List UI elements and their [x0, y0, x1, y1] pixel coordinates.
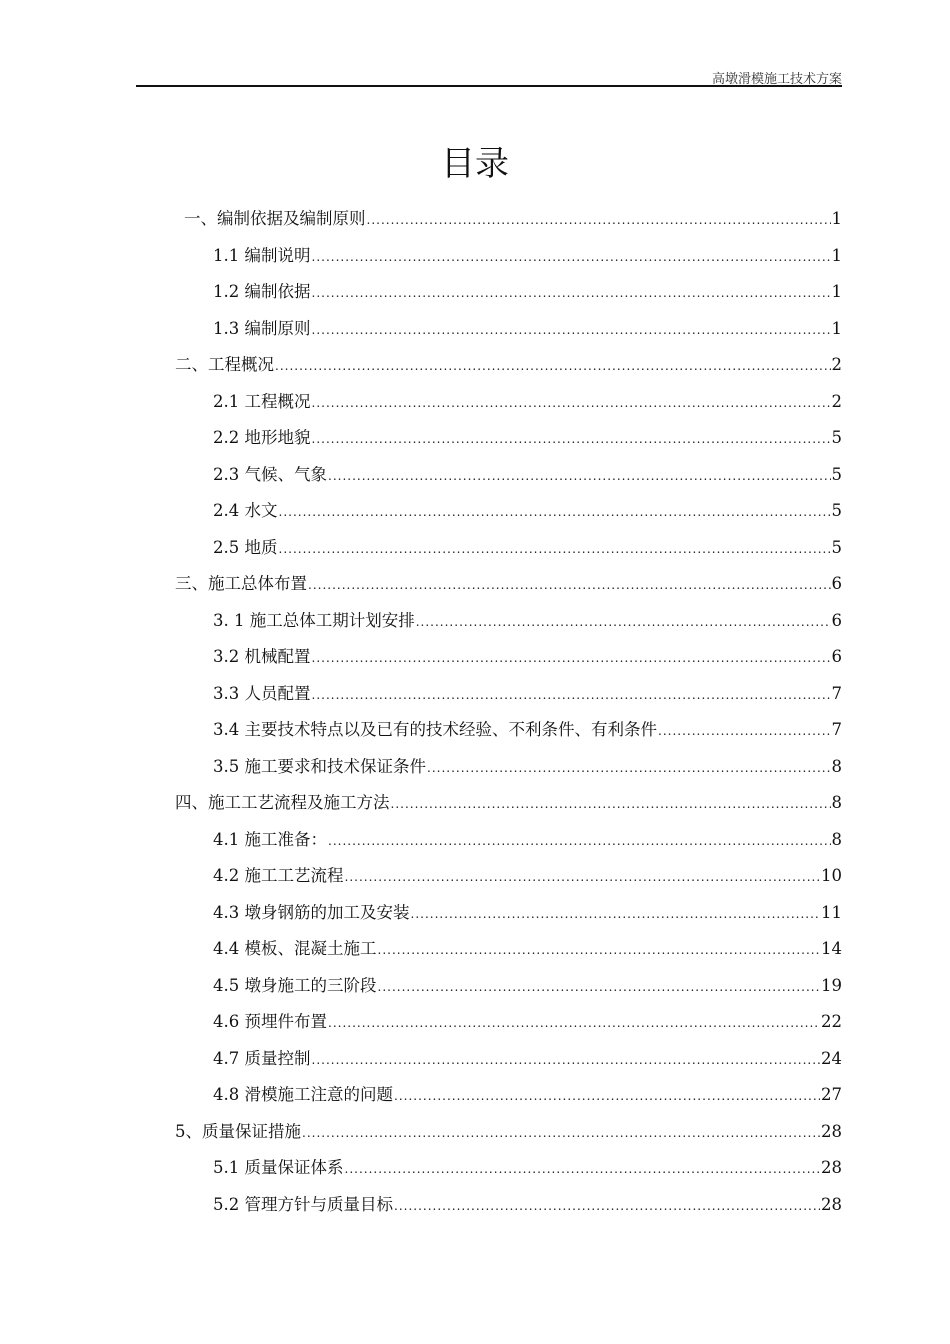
toc-entry-label: 1.1 编制说明: [213, 245, 311, 265]
toc-entry-label: 二、工程概况: [175, 355, 274, 374]
toc-entry-label: 2.1 工程概况: [213, 391, 311, 411]
toc-entry-section[interactable]: [213, 462, 842, 488]
toc-entry-section[interactable]: [213, 1009, 842, 1035]
toc-entry-label: 4.2 施工工艺流程: [213, 866, 344, 885]
toc-entry-page-number: 19: [821, 975, 842, 995]
toc-entry-section[interactable]: [213, 900, 842, 926]
toc-dot-leader: [275, 353, 831, 379]
toc-dot-leader: [312, 426, 831, 452]
toc-entry-label: 3.2 机械配置: [213, 647, 311, 666]
toc-dot-leader: [658, 718, 831, 744]
toc-entry-page-number: 2: [831, 391, 842, 411]
toc-entry-label: 4.3 墩身钢筋的加工及安装: [213, 902, 410, 922]
toc-dot-leader: [312, 280, 831, 306]
toc-entry-label: 4.8 滑模施工注意的问题: [213, 1085, 393, 1104]
toc-entry-chapter[interactable]: [184, 206, 842, 232]
toc-entry-chapter[interactable]: [175, 352, 842, 378]
toc-entry-section[interactable]: [213, 498, 842, 524]
toc-entry-section[interactable]: [213, 936, 842, 962]
toc-dot-leader: [394, 1083, 820, 1109]
toc-dot-leader: [312, 244, 831, 270]
toc-entry-section[interactable]: [213, 1082, 842, 1108]
toc-entry-page-number: 8: [831, 756, 842, 776]
toc-dot-leader: [378, 937, 821, 963]
toc-entry-section[interactable]: [213, 608, 842, 634]
toc-heading: 目录: [441, 144, 509, 184]
toc-dot-leader: [312, 1047, 821, 1073]
toc-entry-label: 4.7 质量控制: [213, 1048, 311, 1068]
toc-entry-label: 3.5 施工要求和技术保证条件: [213, 756, 426, 776]
toc-entry-page-number: 5: [831, 464, 842, 484]
toc-entry-label: 4.1 施工准备：: [213, 829, 327, 849]
toc-dot-leader: [394, 1193, 820, 1219]
toc-dot-leader: [345, 864, 821, 890]
toc-dot-leader: [345, 1156, 821, 1182]
toc-dot-leader: [308, 572, 831, 598]
toc-entry-page-number: 7: [831, 720, 842, 739]
toc-dot-leader: [312, 317, 831, 343]
toc-entry-label: 1.3 编制原则: [213, 318, 311, 338]
toc-entry-chapter[interactable]: [175, 571, 842, 597]
toc-entry-section[interactable]: [213, 681, 842, 707]
toc-entry-page-number: 5: [831, 537, 842, 557]
toc-entry-page-number: 28: [821, 1121, 842, 1141]
toc-entry-page-number: 22: [821, 1012, 842, 1031]
toc-entry-label: 2.2 地形地貌: [213, 428, 311, 447]
toc-dot-leader: [279, 499, 831, 525]
toc-entry-label: 5、质量保证措施: [175, 1121, 301, 1141]
toc-entry-label: 三、施工总体布置: [175, 574, 307, 593]
toc-entry-section[interactable]: [213, 973, 842, 999]
toc-entry-section[interactable]: [213, 243, 842, 269]
toc-dot-leader: [328, 828, 831, 854]
running-header-title: 高墩滑模施工技术方案: [711, 72, 842, 87]
toc-entry-section[interactable]: [213, 316, 842, 342]
toc-entry-page-number: 1: [831, 245, 842, 265]
toc-entry-label: 4.5 墩身施工的三阶段: [213, 975, 377, 995]
toc-entry-label: 3.3 人员配置: [213, 683, 311, 703]
toc-dot-leader: [378, 974, 821, 1000]
toc-dot-leader: [302, 1120, 820, 1146]
toc-entry-label: 四、施工工艺流程及施工方法: [175, 793, 390, 812]
toc-entry-section[interactable]: [213, 389, 842, 415]
toc-entry-label: 4.6 预埋件布置: [213, 1012, 327, 1031]
toc-entry-label: 1.2 编制依据: [213, 282, 311, 301]
toc-dot-leader: [391, 791, 831, 817]
toc-entry-page-number: 14: [821, 939, 842, 958]
toc-entry-page-number: 6: [831, 574, 842, 593]
toc-entry-label: 2.3 气候、气象: [213, 464, 327, 484]
toc-entry-page-number: 6: [831, 647, 842, 666]
toc-entry-section[interactable]: [213, 827, 842, 853]
toc-entry-label: 2.5 地质: [213, 537, 278, 557]
toc-dot-leader: [312, 682, 831, 708]
toc-entry-chapter[interactable]: [175, 790, 842, 816]
toc-entry-page-number: 2: [831, 355, 842, 374]
toc-dot-leader: [328, 463, 831, 489]
toc-entry-page-number: 8: [831, 829, 842, 849]
toc-entry-page-number: 27: [821, 1085, 842, 1104]
toc-entry-page-number: 1: [831, 282, 842, 301]
toc-entry-page-number: 1: [831, 318, 842, 338]
toc-entry-page-number: 10: [821, 866, 842, 885]
toc-entry-page-number: 11: [821, 902, 842, 922]
toc-entry-section[interactable]: [213, 425, 842, 451]
toc-entry-chapter[interactable]: [175, 1119, 842, 1145]
toc-entry-page-number: 5: [831, 501, 842, 520]
toc-entry-label: 5.2 管理方针与质量目标: [213, 1194, 393, 1214]
toc-entry-section[interactable]: [213, 279, 842, 305]
toc-entry-section[interactable]: [213, 1192, 842, 1218]
toc-entry-section[interactable]: [213, 717, 842, 743]
toc-entry-section[interactable]: [213, 863, 842, 889]
toc-dot-leader: [367, 207, 831, 233]
toc-dot-leader: [312, 390, 831, 416]
toc-entry-page-number: 6: [831, 610, 842, 630]
toc-entry-section[interactable]: [213, 644, 842, 670]
toc-entry-section[interactable]: [213, 1046, 842, 1072]
toc-dot-leader: [411, 901, 821, 927]
toc-entry-page-number: 24: [821, 1048, 842, 1068]
header-divider: [136, 85, 842, 87]
toc-dot-leader: [427, 755, 831, 781]
toc-entry-section[interactable]: [213, 1155, 842, 1181]
toc-entry-section[interactable]: [213, 535, 842, 561]
toc-entry-label: 4.4 模板、混凝土施工: [213, 939, 377, 958]
toc-dot-leader: [312, 645, 831, 671]
toc-entry-page-number: 8: [831, 793, 842, 812]
toc-entry-label: 5.1 质量保证体系: [213, 1158, 344, 1177]
toc-entry-label: 一、编制依据及编制原则: [184, 209, 366, 228]
toc-dot-leader: [328, 1010, 820, 1036]
toc-entry-page-number: 28: [821, 1158, 842, 1177]
toc-entry-page-number: 28: [821, 1194, 842, 1214]
toc-entry-section[interactable]: [213, 754, 842, 780]
toc-entry-label: 3.4 主要技术特点以及已有的技术经验、不利条件、有利条件: [213, 720, 657, 739]
toc-dot-leader: [416, 609, 831, 635]
toc-entry-page-number: 1: [831, 209, 842, 228]
toc-dot-leader: [279, 536, 831, 562]
toc-entry-page-number: 5: [831, 428, 842, 447]
toc-entry-label: 2.4 水文: [213, 501, 278, 520]
toc-entry-page-number: 7: [831, 683, 842, 703]
toc-entry-label: 3. 1 施工总体工期计划安排: [213, 610, 415, 630]
